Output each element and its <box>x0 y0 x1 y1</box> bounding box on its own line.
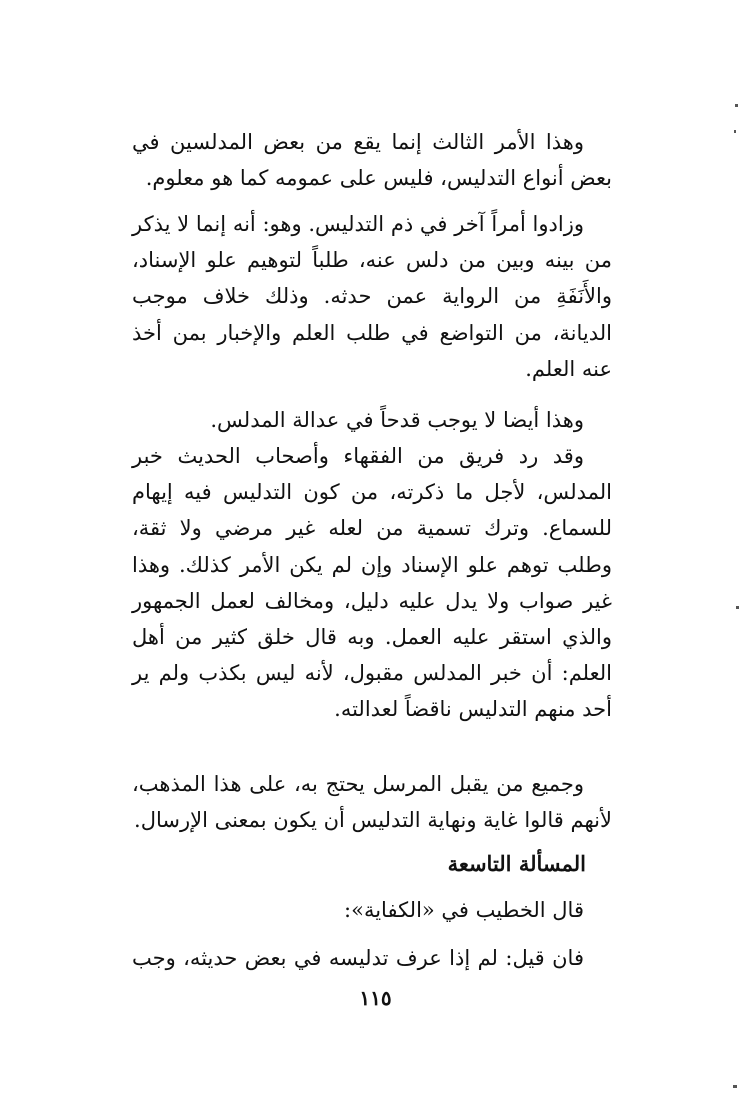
scan-speck <box>734 130 736 133</box>
paragraph-3 <box>132 402 612 438</box>
paragraph-2-text: وزادوا أمراً آخر في ذم التدليس. وهو: أنه إنما لا يذكر من بينه وبين من دلس عنه، طلباً لتوهيم علو الإسناد، والأَنَفَةِ من الرواية عمن حدثه. وذلك خلاف موجب الديانة، من التواضع في طلب العلم والإخبار بمن أخذ عنه العلم. <box>132 212 612 381</box>
paragraph-4 <box>132 438 612 728</box>
paragraph-5-text: وجميع من يقبل المرسل يحتج به، على هذا المذهب، لأنهم قالوا غاية ونهاية التدليس أن يكون بمعنى الإرسال. <box>132 772 612 833</box>
paragraph-2 <box>132 206 612 387</box>
scan-speck <box>735 104 738 107</box>
paragraph-4-text: وقد رد فريق من الفقهاء وأصحاب الحديث خبر المدلس، لأجل ما ذكرته، من كون التدليس فيه إيهام للسماع. وترك تسمية من لعله غير مرضي ولا ثقة، وطلب توهم علو الإسناد وإن لم يكن الأمر كذلك. وهذا غير صواب ولا يدل عليه دليل، ومخالف لعمل الجمهور والذي استقر عليه العمل. وبه قال خلق كثير من أهل العلم: أن خبر المدلس مقبول، لأنه ليس بكذب ولم ير أحد منهم التدليس ناقضاً لعدالته. <box>132 444 612 722</box>
final-line <box>132 940 612 976</box>
paragraph-1 <box>132 124 612 196</box>
paragraph-5 <box>132 766 612 838</box>
paragraph-1-text: وهذا الأمر الثالث إنما يقع من بعض المدلسين في بعض أنواع التدليس، فليس على عمومه كما هو معلوم. <box>132 130 612 191</box>
quote-intro-text: قال الخطيب في «الكفاية»: <box>344 898 584 922</box>
section-heading <box>132 846 614 882</box>
section-heading-text: المسألة التاسعة <box>447 851 586 876</box>
scan-speck <box>736 606 739 609</box>
scan-speck <box>733 1085 737 1088</box>
paragraph-3-text: وهذا أيضا لا يوجب قدحاً في عدالة المدلس. <box>210 408 584 432</box>
final-line-text: فان قيل: لم إذا عرف تدليسه في بعض حديثه، وجب <box>132 946 584 970</box>
page-number: ١١٥ <box>359 986 392 1010</box>
quote-intro <box>132 892 612 928</box>
